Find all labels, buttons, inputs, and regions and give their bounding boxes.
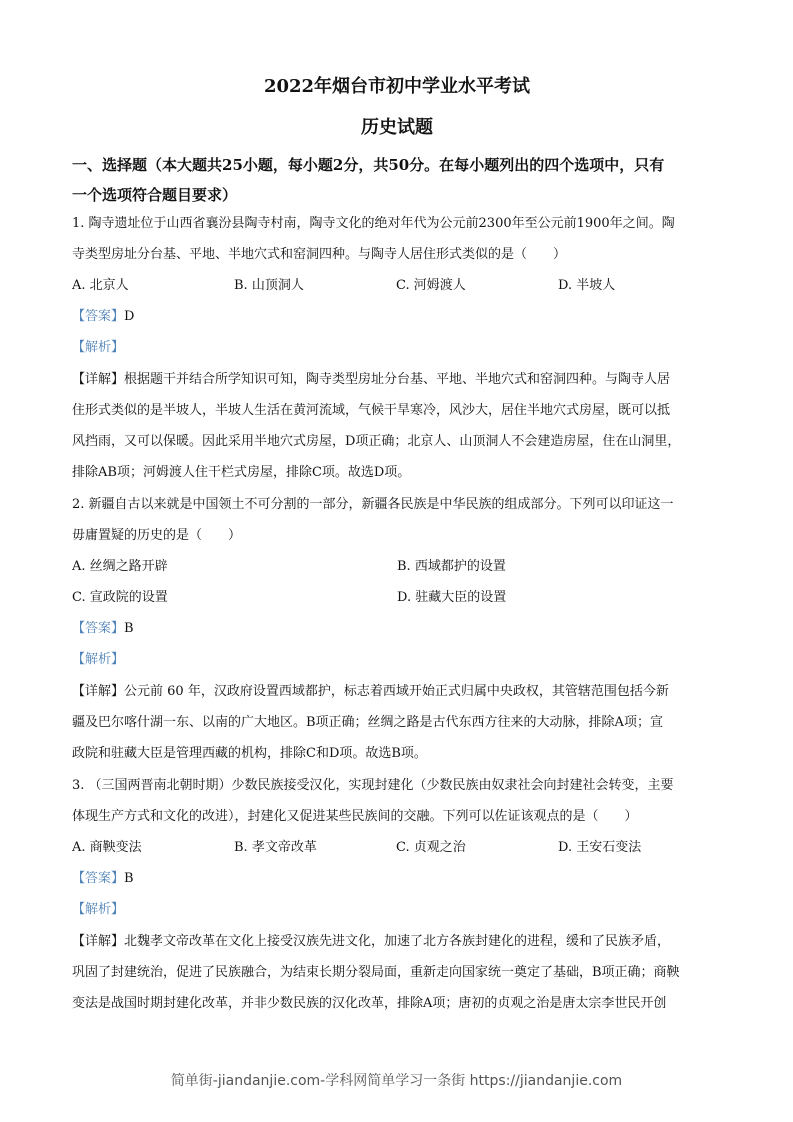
section-heading — [72, 150, 722, 210]
q1-option-d: D. 半坡人 — [558, 278, 616, 293]
q2-option-c: C. 宣政院的设置 — [72, 590, 168, 605]
exam-title: 2022年烟台市初中学业水平考试 — [263, 76, 531, 97]
q1-detail-line-3: 风挡雨，又可以保暖。因此采用半地穴式房屋，D项正确；北京人、山顶洞人不会建造房屋，住在山洞里， — [72, 434, 681, 449]
answer-label: 【答案】 — [72, 621, 125, 636]
q1-detail-line-4: 排除AB项；河姆渡人住干栏式房屋，排除C项。故选D项。 — [72, 465, 411, 480]
q2-options-row-2 — [72, 588, 722, 608]
q1-detail-text: 根据题干并结合所学知识可知，陶寺类型房址分台基、平地、半地穴式和窑洞四种。与陶寺人居 — [124, 372, 671, 387]
q2-stem-line-1: 2. 新疆自古以来就是中国领土不可分割的一部分，新疆各民族是中华民族的组成部分。下列可以印证这一 — [72, 497, 674, 512]
q3-option-c: C. 贞观之治 — [396, 840, 466, 855]
q1-option-c: C. 河姆渡人 — [396, 278, 466, 293]
q2-detail-line-2: 疆及巴尔喀什湖一东、以南的广大地区。B项正确；丝绸之路是古代东西方往来的大动脉，排除A项；宣 — [72, 715, 663, 730]
q1-option-b: B. 山顶洞人 — [234, 278, 304, 293]
q3-detail-line-3: 变法是战国时期封建化改革，并非少数民族的汉化改革，排除A项；唐初的贞观之治是唐太宗李世民开创 — [72, 996, 667, 1011]
q3-stem-line-1: 3. （三国两晋南北朝时期）少数民族接受汉化，实现封建化（少数民族由奴隶社会向封建社会转变，主要 — [72, 778, 674, 793]
q1-option-a: A. 北京人 — [72, 278, 129, 293]
q3-stem-line-2: 体现生产方式和文化的改进），封建化又促进某些民族间的交融。下列可以佐证该观点的是（ ） — [72, 809, 638, 824]
q2-answer-value: B — [124, 621, 134, 636]
q1-stem-line-1: 1. 陶寺遗址位于山西省襄汾县陶寺村南，陶寺文化的绝对年代为公元前2300年至公元前1900年之间。陶 — [72, 216, 675, 231]
q3-detail-line-1 — [72, 932, 670, 952]
detail-label: 【详解】 — [72, 684, 125, 699]
q2-analysis-label: 【解析】 — [72, 652, 125, 667]
q2-option-d: D. 驻藏大臣的设置 — [397, 590, 507, 605]
q3-option-a: A. 商鞅变法 — [72, 840, 142, 855]
watermark-footer: 简单街-jiandanjie.com-学科网简单学习一条街 https://jiandanjie.com — [170, 1073, 623, 1089]
q3-answer-value: B — [124, 871, 134, 886]
q1-detail-line-2: 住形式类似的是半坡人，半坡人生活在黄河流域，气候干旱寒冷，风沙大，居住半地穴式房屋，既可以抵 — [72, 403, 671, 418]
q1-detail-line-1 — [72, 370, 670, 390]
q2-option-a: A. 丝绸之路开辟 — [72, 559, 168, 574]
q1-stem-line-2: 寺类型房址分台基、平地、半地穴式和窑洞四种。与陶寺人居住形式类似的是（ ） — [72, 247, 567, 262]
detail-label: 【详解】 — [72, 372, 125, 387]
q1-analysis-label: 【解析】 — [72, 340, 125, 355]
q3-detail-text: 北魏孝文帝改革在文化上接受汉族先进文化，加速了北方各族封建化的进程，缓和了民族矛盾， — [124, 934, 671, 949]
exam-subtitle: 历史试题 — [361, 117, 433, 138]
q1-answer-value: D — [124, 309, 135, 324]
q2-options-row-1 — [72, 557, 722, 577]
q3-options — [72, 838, 722, 858]
q2-detail-text: 公元前 60 年，汉政府设置西域都护，标志着西域开始正式归属中央政权，其管辖范围包括今新 — [124, 684, 669, 699]
answer-label: 【答案】 — [72, 871, 125, 886]
q2-detail-line-1 — [72, 682, 669, 702]
q2-detail-line-3: 政院和驻藏大臣是管理西藏的机构，排除C和D项。故选B项。 — [72, 746, 427, 761]
q1-options — [72, 276, 722, 296]
section-heading-line-2: 一个选项符合题目要求） — [72, 186, 238, 204]
q3-analysis-label: 【解析】 — [72, 902, 125, 917]
q3-detail-line-2: 巩固了封建统治，促进了民族融合，为结束长期分裂局面，重新走向国家统一奠定了基础，B项正确；商鞅 — [72, 965, 680, 980]
q3-answer — [72, 869, 134, 889]
q2-stem-line-2: 毋庸置疑的历史的是（ ） — [72, 528, 242, 543]
q1-answer — [72, 307, 134, 327]
answer-label: 【答案】 — [72, 309, 125, 324]
q2-answer — [72, 619, 134, 639]
q2-option-b: B. 西域都护的设置 — [397, 559, 506, 574]
section-heading-line-1: 一、选择题（本大题共25小题，每小题2分，共50分。在每小题列出的四个选项中，只有 — [72, 156, 665, 174]
detail-label: 【详解】 — [72, 934, 125, 949]
q3-option-d: D. 王安石变法 — [558, 840, 642, 855]
q3-option-b: B. 孝文帝改革 — [234, 840, 317, 855]
